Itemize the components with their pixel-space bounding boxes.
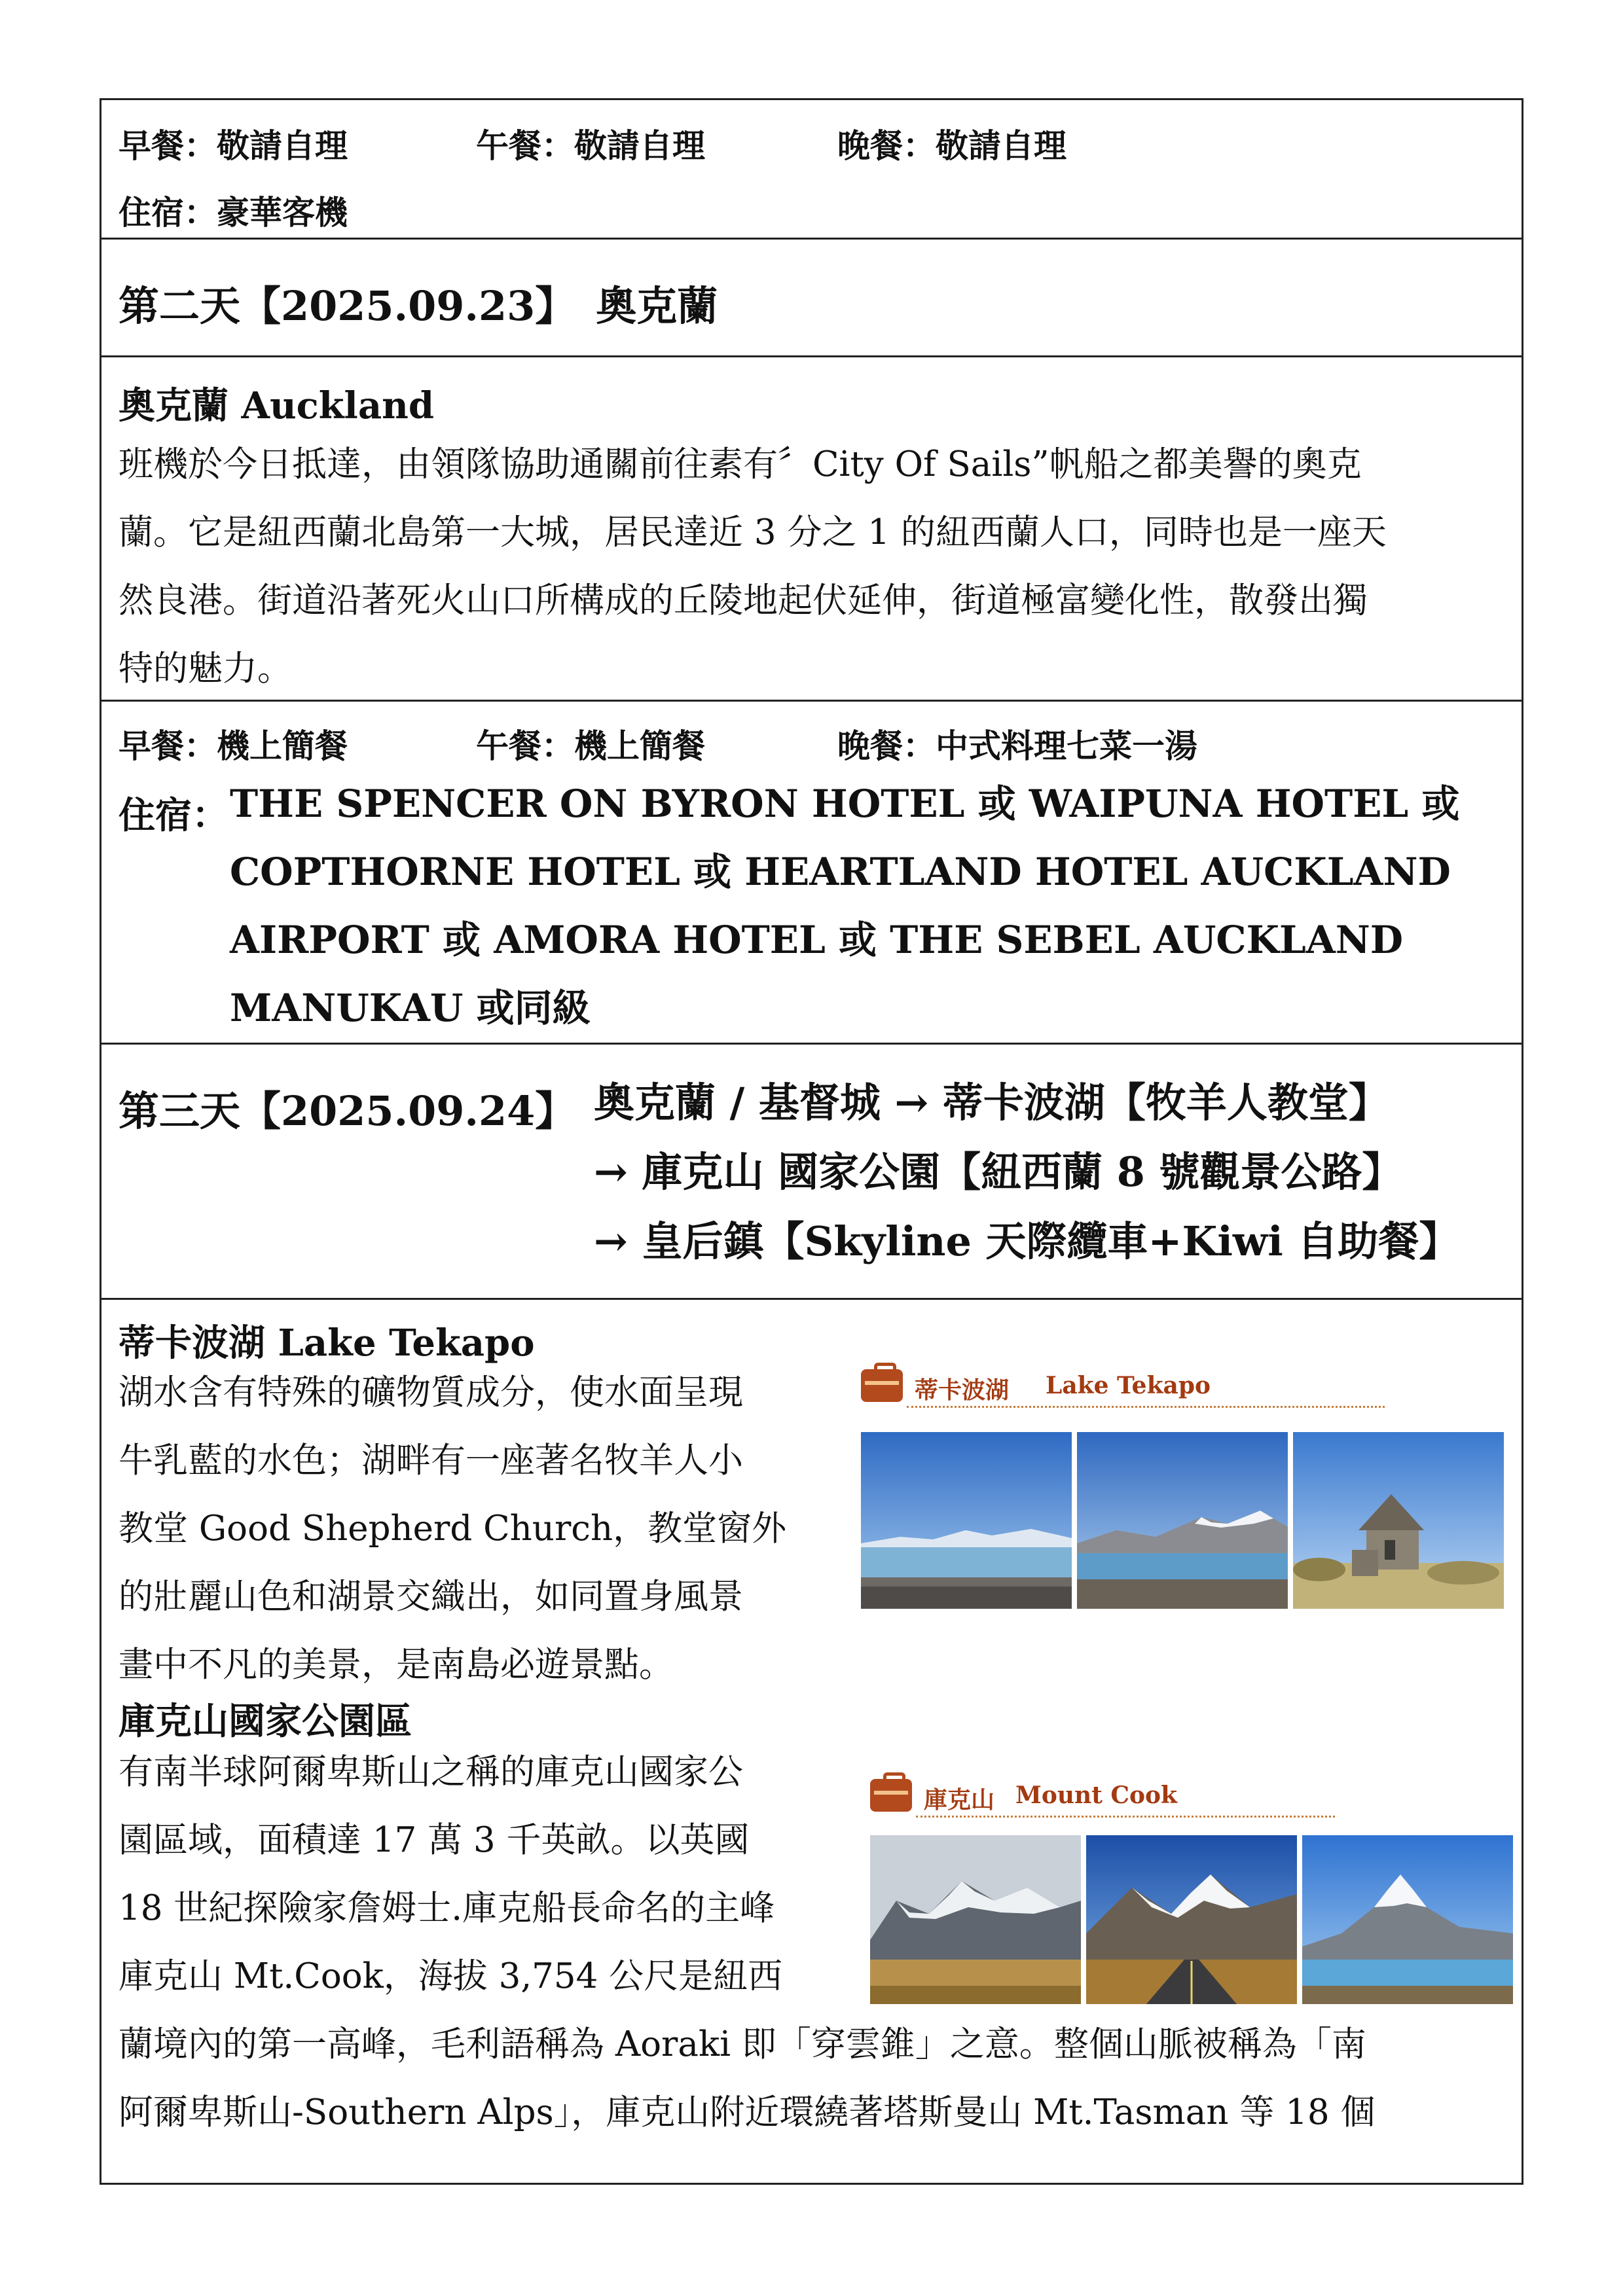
suitcase-icon xyxy=(861,1369,903,1402)
auckland-section xyxy=(101,355,1522,700)
breakfast-info: 早餐：機上簡餐 xyxy=(119,727,348,765)
paragraph-line: 教堂 Good Shepherd Church，教堂窗外 xyxy=(119,1509,787,1549)
paragraph-line: 牛乳藍的水色；湖畔有一座著名牧羊人小 xyxy=(119,1441,743,1480)
auckland-paragraph xyxy=(119,431,1387,703)
paragraph-line: 的壯麗山色和湖景交織出，如同置身風景 xyxy=(119,1577,743,1617)
day3-title-row xyxy=(101,1043,1522,1298)
hotel-list xyxy=(230,770,1459,1042)
paragraph-line: 特的魅力。 xyxy=(119,649,292,689)
hotel-line: THE SPENCER ON BYRON HOTEL 或 WAIPUNA HOTEL 或 xyxy=(230,781,1460,826)
lake-photo xyxy=(861,1432,1072,1609)
cook-heading: 庫克山國家公園區 xyxy=(119,1700,412,1743)
hotel-line: COPTHORNE HOTEL 或 HEARTLAND HOTEL AUCKLAND xyxy=(230,850,1451,894)
lodging-info: 住宿：豪華客機 xyxy=(119,194,348,232)
auckland-heading: 奧克蘭 Auckland xyxy=(119,384,434,427)
route-line: 奧克蘭 / 基督城 → 蒂卡波湖【牧羊人教堂】 xyxy=(594,1079,1389,1126)
photo-title-en: Mount Cook xyxy=(1015,1782,1177,1809)
hotel-line: MANUKAU 或同級 xyxy=(230,986,591,1030)
hotel-line: AIRPORT 或 AMORA HOTEL 或 THE SEBEL AUCKLAND xyxy=(230,918,1404,962)
photo-title-en: Lake Tekapo xyxy=(1046,1372,1211,1399)
paragraph-line: 庫克山 Mt.Cook，海拔 3,754 公尺是紐西 xyxy=(119,1956,783,1996)
mount-cook-lake-photo xyxy=(1302,1835,1513,2004)
church-photo xyxy=(1293,1432,1504,1609)
day3-content xyxy=(101,1298,1522,2183)
cook-paragraph-narrow xyxy=(119,1738,782,2011)
dinner-info: 晚餐：中式料理七菜一湯 xyxy=(837,727,1197,765)
paragraph-line: 園區域，面積達 17 萬 3 千英畝。以英國 xyxy=(119,1820,750,1860)
suitcase-icon xyxy=(870,1779,912,1812)
tekapo-paragraph xyxy=(119,1359,786,1699)
paragraph-line: 蘭境內的第一高峰，毛利語稱為 Aoraki 即「穿雲錐」之意。整個山脈被稱為「南 xyxy=(119,2024,1366,2064)
dinner-info: 晚餐：敬請自理 xyxy=(837,127,1067,165)
day2-title-row xyxy=(101,238,1522,355)
tekapo-heading: 蒂卡波湖 Lake Tekapo xyxy=(119,1321,535,1365)
paragraph-line: 有南半球阿爾卑斯山之稱的庫克山國家公 xyxy=(119,1752,743,1792)
day1-meals-row xyxy=(101,100,1522,238)
cook-photo-header xyxy=(870,1770,1394,1822)
dotted-divider xyxy=(907,1406,1385,1408)
paragraph-line: 然良港。街道沿著死火山口所構成的丘陵地起伏延伸，街道極富變化性，散發出獨 xyxy=(119,581,1368,620)
photo-title-zh: 庫克山 xyxy=(924,1787,995,1814)
dotted-divider xyxy=(916,1816,1335,1818)
cook-photo-strip xyxy=(870,1770,1518,2005)
tekapo-photo-header xyxy=(861,1360,1385,1412)
cook-paragraph-wide xyxy=(119,2011,1376,2147)
paragraph-line: 湖水含有特殊的礦物質成分，使水面呈現 xyxy=(119,1372,743,1412)
lunch-info: 午餐：敬請自理 xyxy=(476,127,705,165)
lunch-info: 午餐：機上簡餐 xyxy=(476,727,705,765)
route-line: → 庫克山 國家公園【紐西蘭 8 號觀景公路】 xyxy=(594,1148,1403,1196)
breakfast-info: 早餐：敬請自理 xyxy=(119,127,348,165)
photo-title-zh: 蒂卡波湖 xyxy=(915,1377,1010,1404)
lodging-label: 住宿： xyxy=(119,795,228,837)
route-line: → 皇后鎮【Skyline 天際纜車+Kiwi 自助餐】 xyxy=(594,1217,1460,1265)
paragraph-line: 班機於今日抵達，由領隊協助通關前往素有〞City Of Sails”帆船之都美譽的奧克 xyxy=(119,444,1362,484)
snowy-range-photo xyxy=(870,1835,1081,2004)
itinerary-table xyxy=(100,98,1523,2185)
paragraph-line: 畫中不凡的美景，是南島必遊景點。 xyxy=(119,1645,674,1685)
paragraph-line: 18 世紀探險家詹姆士.庫克船長命名的主峰 xyxy=(119,1888,775,1928)
paragraph-line: 阿爾卑斯山-Southern Alps」，庫克山附近環繞著塔斯曼山 Mt.Tasman 等 18 個 xyxy=(119,2092,1376,2132)
tekapo-photo-strip xyxy=(861,1360,1516,1622)
day2-title: 第二天【2025.09.23】 奧克蘭 xyxy=(119,282,718,330)
lake-mountain-photo xyxy=(1077,1432,1288,1609)
paragraph-line: 蘭。它是紐西蘭北島第一大城，居民達近 3 分之 1 的紐西蘭人口，同時也是一座天 xyxy=(119,512,1387,552)
day2-meals-row xyxy=(101,700,1522,1043)
day3-title: 第三天【2025.09.24】 xyxy=(119,1087,576,1135)
highway-photo xyxy=(1086,1835,1297,2004)
day3-route xyxy=(594,1068,1459,1276)
